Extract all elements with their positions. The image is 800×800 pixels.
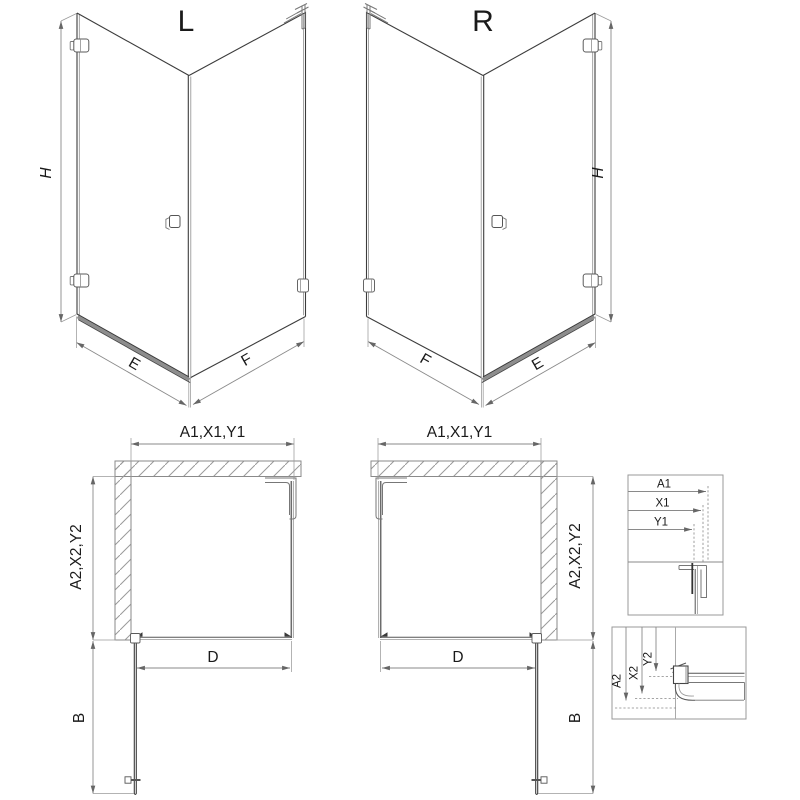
detail-dim-a1: A1 [656, 478, 672, 491]
variant-left-title: L [177, 5, 195, 38]
door-knob-icon [166, 216, 180, 230]
plan-view-right [371, 438, 593, 794]
wall-right [541, 461, 557, 640]
wall-clip-icon [298, 279, 309, 292]
hinge-top-icon [70, 39, 89, 52]
wall-top [371, 461, 557, 477]
wall-bracket-top-icon [284, 4, 309, 30]
detail-dim-x1: X1 [655, 497, 670, 510]
perspective-view-geometry [61, 4, 309, 408]
plan-left-dim-d: D [207, 649, 219, 666]
plan-left-dim-b: B [71, 712, 88, 724]
plan-right-dim-side: A2,X2,Y2 [567, 523, 584, 589]
dim-label-h-right: H [590, 167, 607, 179]
variant-right-title: R [472, 5, 494, 38]
door-handle-icon [532, 777, 548, 783]
plan-left-dim-top: A1,X1,Y1 [179, 424, 246, 441]
hinge-bottom-icon [70, 274, 89, 287]
detail-width-profile [628, 475, 723, 615]
plan-right-dim-d: D [452, 649, 464, 666]
plan-left-dim-side: A2,X2,Y2 [68, 524, 85, 590]
detail-dim-x2: X2 [628, 665, 641, 681]
perspective-view-right [364, 4, 612, 408]
plan-right-dim-b: B [567, 712, 584, 724]
door-handle-icon [125, 777, 141, 783]
door-pivot-icon [131, 634, 141, 644]
detail-dim-y1: Y1 [653, 516, 669, 529]
wall-top [115, 461, 301, 477]
door-pivot-icon [532, 634, 542, 644]
dim-label-e-left: E [125, 354, 143, 375]
detail-dim-y2: Y2 [642, 651, 655, 667]
dim-label-e-right: E [529, 354, 547, 375]
wall-left [115, 461, 131, 640]
plan-view-left [93, 438, 301, 794]
dim-label-h-left: H [38, 167, 55, 179]
detail-dim-a2: A2 [611, 673, 624, 689]
plan-right-dim-top: A1,X1,Y1 [426, 424, 493, 441]
dim-label-f-right: F [416, 350, 434, 370]
dim-label-f-left: F [238, 350, 256, 370]
